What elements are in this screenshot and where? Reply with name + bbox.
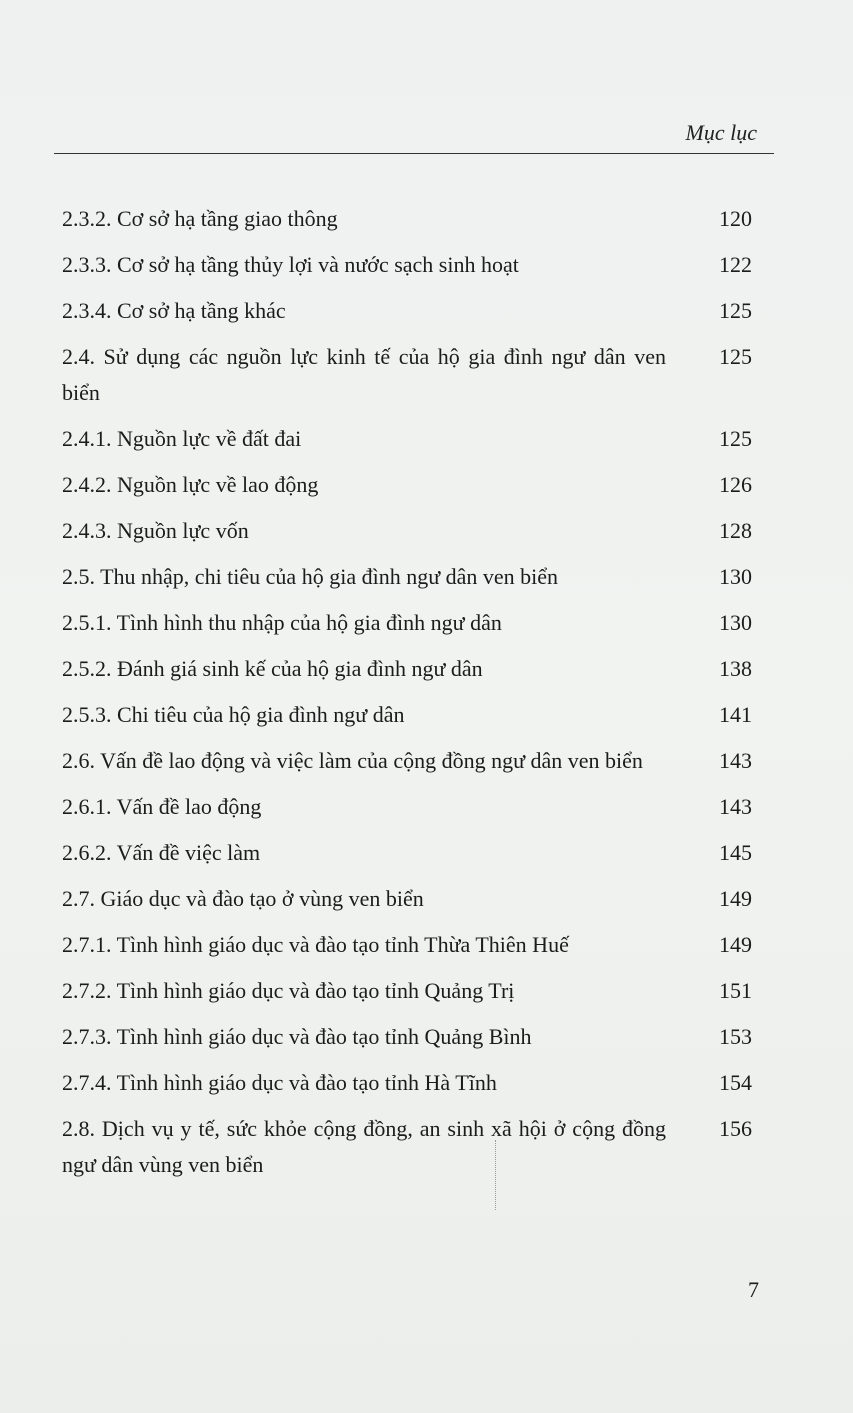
toc-entry bbox=[62, 247, 752, 283]
toc-entry-title: 2.4.1. Nguồn lực về đất đai bbox=[62, 426, 302, 451]
toc-entry-title: 2.7.1. Tình hình giáo dục và đào tạo tỉnh Thừa Thiên Huế bbox=[62, 932, 569, 957]
header-rule bbox=[54, 153, 774, 154]
toc-entry-title: 2.5.2. Đánh giá sinh kế của hộ gia đình ngư dân bbox=[62, 656, 483, 681]
toc-entry-page: 143 bbox=[719, 794, 752, 819]
toc-entry bbox=[62, 789, 752, 825]
toc-entry-title: 2.5.3. Chi tiêu của hộ gia đình ngư dân bbox=[62, 702, 405, 727]
toc-entry-page: 125 bbox=[719, 344, 752, 369]
toc-entry-page: 122 bbox=[719, 252, 752, 277]
toc-entry bbox=[62, 927, 752, 963]
toc-entry-title: 2.8. Dịch vụ y tế, sức khỏe cộng đồng, an sinh xã hội ở cộng đồng ngư dân vùng ven biển bbox=[62, 1116, 666, 1177]
toc-entry-title: 2.7.3. Tình hình giáo dục và đào tạo tỉnh Quảng Bình bbox=[62, 1024, 532, 1049]
toc-entry-page: 128 bbox=[719, 518, 752, 543]
toc-entry-page: 156 bbox=[719, 1116, 752, 1141]
toc-entry-title: 2.4.2. Nguồn lực về lao động bbox=[62, 472, 319, 497]
toc-entry-page: 153 bbox=[719, 1024, 752, 1049]
toc-entry-page: 145 bbox=[719, 840, 752, 865]
toc-entry-title: 2.4. Sử dụng các nguồn lực kinh tế của hộ gia đình ngư dân ven biển bbox=[62, 344, 666, 405]
toc-entry-page: 130 bbox=[719, 564, 752, 589]
toc-entry-page: 149 bbox=[719, 932, 752, 957]
toc-entry bbox=[62, 201, 752, 237]
table-of-contents bbox=[62, 201, 752, 1193]
toc-entry-page: 154 bbox=[719, 1070, 752, 1095]
toc-entry bbox=[62, 1065, 752, 1101]
toc-entry-page: 130 bbox=[719, 610, 752, 635]
toc-entry-page: 141 bbox=[719, 702, 752, 727]
toc-entry bbox=[62, 421, 752, 457]
toc-entry bbox=[62, 559, 752, 595]
toc-entry bbox=[62, 339, 752, 411]
toc-entry-title: 2.3.4. Cơ sở hạ tầng khác bbox=[62, 298, 286, 323]
toc-entry bbox=[62, 293, 752, 329]
toc-entry bbox=[62, 467, 752, 503]
running-head: Mục lục bbox=[685, 120, 757, 145]
toc-entry-page: 125 bbox=[719, 298, 752, 323]
toc-entry-title: 2.6.1. Vấn đề lao động bbox=[62, 794, 262, 819]
toc-entry-page: 126 bbox=[719, 472, 752, 497]
toc-entry bbox=[62, 605, 752, 641]
toc-entry-page: 125 bbox=[719, 426, 752, 451]
toc-entry-page: 151 bbox=[719, 978, 752, 1003]
fold-mark bbox=[495, 1140, 497, 1210]
toc-entry bbox=[62, 835, 752, 871]
toc-entry-page: 149 bbox=[719, 886, 752, 911]
toc-entry bbox=[62, 1019, 752, 1055]
toc-entry-title: 2.4.3. Nguồn lực vốn bbox=[62, 518, 249, 543]
toc-entry-title: 2.6.2. Vấn đề việc làm bbox=[62, 840, 261, 865]
toc-entry-title: 2.7. Giáo dục và đào tạo ở vùng ven biển bbox=[62, 886, 424, 911]
toc-entry-page: 120 bbox=[719, 206, 752, 231]
toc-entry bbox=[62, 513, 752, 549]
toc-entry bbox=[62, 743, 752, 779]
toc-entry bbox=[62, 1111, 752, 1183]
toc-entry-title: 2.7.4. Tình hình giáo dục và đào tạo tỉnh Hà Tĩnh bbox=[62, 1070, 497, 1095]
toc-entry-title: 2.3.3. Cơ sở hạ tầng thủy lợi và nước sạch sinh hoạt bbox=[62, 252, 519, 277]
toc-entry-title: 2.6. Vấn đề lao động và việc làm của cộng đồng ngư dân ven biển bbox=[62, 748, 643, 773]
toc-entry bbox=[62, 881, 752, 917]
toc-entry bbox=[62, 697, 752, 733]
toc-entry-title: 2.7.2. Tình hình giáo dục và đào tạo tỉnh Quảng Trị bbox=[62, 978, 515, 1003]
toc-entry bbox=[62, 973, 752, 1009]
toc-entry-title: 2.3.2. Cơ sở hạ tầng giao thông bbox=[62, 206, 338, 231]
toc-entry-page: 138 bbox=[719, 656, 752, 681]
toc-entry-title: 2.5.1. Tình hình thu nhập của hộ gia đình ngư dân bbox=[62, 610, 502, 635]
toc-entry-page: 143 bbox=[719, 748, 752, 773]
toc-entry bbox=[62, 651, 752, 687]
page-number: 7 bbox=[748, 1277, 759, 1302]
toc-entry-title: 2.5. Thu nhập, chi tiêu của hộ gia đình ngư dân ven biển bbox=[62, 564, 559, 589]
